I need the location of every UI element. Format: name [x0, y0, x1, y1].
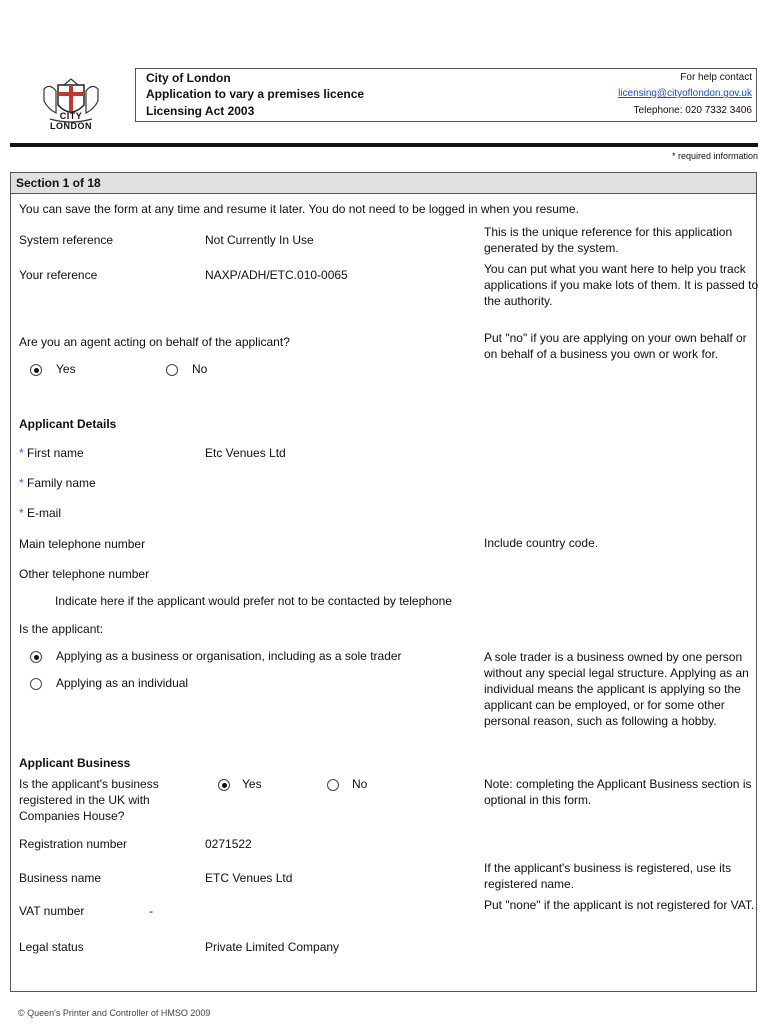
section-intro: You can save the form at any time and resume it later. You do not need to be logged in when you resume.: [19, 202, 579, 216]
first-name-label: * First name: [19, 446, 84, 460]
applicant-type-business-radio[interactable]: [30, 651, 42, 663]
agent-question: Are you an agent acting on behalf of the applicant?: [19, 335, 290, 349]
agent-no-radio[interactable]: [166, 364, 178, 376]
applicant-type-individual-radio[interactable]: [30, 678, 42, 690]
your-reference-label: Your reference: [19, 268, 98, 282]
agent-yes-label: Yes: [56, 362, 76, 376]
agent-no-label: No: [192, 362, 208, 376]
applicant-business-heading: Applicant Business: [19, 756, 131, 770]
vat-number-label: VAT number: [19, 904, 85, 918]
business-registered-no-label: No: [352, 777, 368, 791]
required-star: *: [19, 506, 24, 520]
business-name-label: Business name: [19, 871, 102, 885]
applicant-type-individual-label: Applying as an individual: [56, 676, 189, 690]
copyright-footer: © Queen's Printer and Controller of HMSO 2009: [18, 1008, 211, 1018]
legal-status-label: Legal status: [19, 940, 84, 954]
business-registered-yes-radio[interactable]: [218, 779, 230, 791]
business-name-value[interactable]: ETC Venues Ltd: [205, 871, 293, 885]
legal-status-value[interactable]: Private Limited Company: [205, 940, 340, 954]
main-phone-label: Main telephone number: [19, 537, 146, 551]
applicant-details-heading: Applicant Details: [19, 417, 117, 431]
header-title: City of London: [146, 71, 231, 85]
family-name-label: * Family name: [19, 476, 96, 490]
main-phone-note: Include country code.: [484, 536, 599, 550]
header-divider: [10, 143, 758, 147]
registration-number-label: Registration number: [19, 837, 128, 851]
vat-number-value[interactable]: -: [149, 904, 153, 918]
help-contact-label: For help contact: [680, 72, 752, 83]
header-act: Licensing Act 2003: [146, 104, 255, 118]
required-star: *: [19, 446, 24, 460]
system-reference-value: Not Currently In Use: [205, 233, 314, 247]
other-phone-label: Other telephone number: [19, 567, 150, 581]
no-phone-contact-checkbox-label[interactable]: Indicate here if the applicant would prefer not to be contacted by telephone: [55, 594, 452, 608]
form-header: [135, 68, 757, 122]
form-section: [10, 172, 757, 992]
applicant-type-business-label: Applying as a business or organisation, including as a sole trader: [56, 649, 402, 663]
business-registered-yes-label: Yes: [242, 777, 262, 791]
section-title: Section 1 of 18: [16, 176, 101, 190]
required-info-note: * required information: [671, 151, 758, 161]
help-phone: Telephone: 020 7332 3406: [633, 105, 752, 116]
agent-note: Put "no" if you are applying on your own behalf or on behalf of a business you own or work for.: [484, 331, 747, 361]
your-reference-note: You can put what you want here to help you track applications if you make lots of them. It is passed to the authority.: [484, 262, 759, 308]
section-bar: [11, 173, 756, 194]
header-subtitle: Application to vary a premises licence: [146, 87, 365, 101]
agent-yes-radio[interactable]: [30, 364, 42, 376]
logo-text: CITY LONDON: [50, 111, 92, 131]
system-reference-note: This is the unique reference for this application generated by the system.: [484, 225, 733, 255]
first-name-value[interactable]: Etc Venues Ltd: [205, 446, 286, 460]
business-registered-no-radio[interactable]: [327, 779, 339, 791]
applicant-type-question: Is the applicant:: [19, 622, 104, 636]
business-registered-note: Note: completing the Applicant Business section is optional in this form.: [484, 777, 752, 807]
vat-number-note: Put "none" if the applicant is not registered for VAT.: [484, 898, 755, 912]
email-label: * E-mail: [19, 506, 62, 520]
help-email-link[interactable]: licensing@cityoflondon.gov.uk: [618, 88, 752, 99]
your-reference-value[interactable]: NAXP/ADH/ETC.010-0065: [205, 268, 348, 282]
business-name-note: If the applicant's business is registered, use its registered name.: [484, 861, 732, 891]
business-registered-question: Is the applicant's business registered in the UK with Companies House?: [19, 777, 159, 823]
required-star: *: [19, 476, 24, 490]
system-reference-label: System reference: [19, 233, 114, 247]
applicant-type-note: A sole trader is a business owned by one person without any special legal structure. Applying as an individual means the applicant is applying so the applicant can be employed, or for some other personal reason, such as following a hobby.: [484, 650, 749, 728]
registration-number-value[interactable]: 0271522: [205, 837, 252, 851]
